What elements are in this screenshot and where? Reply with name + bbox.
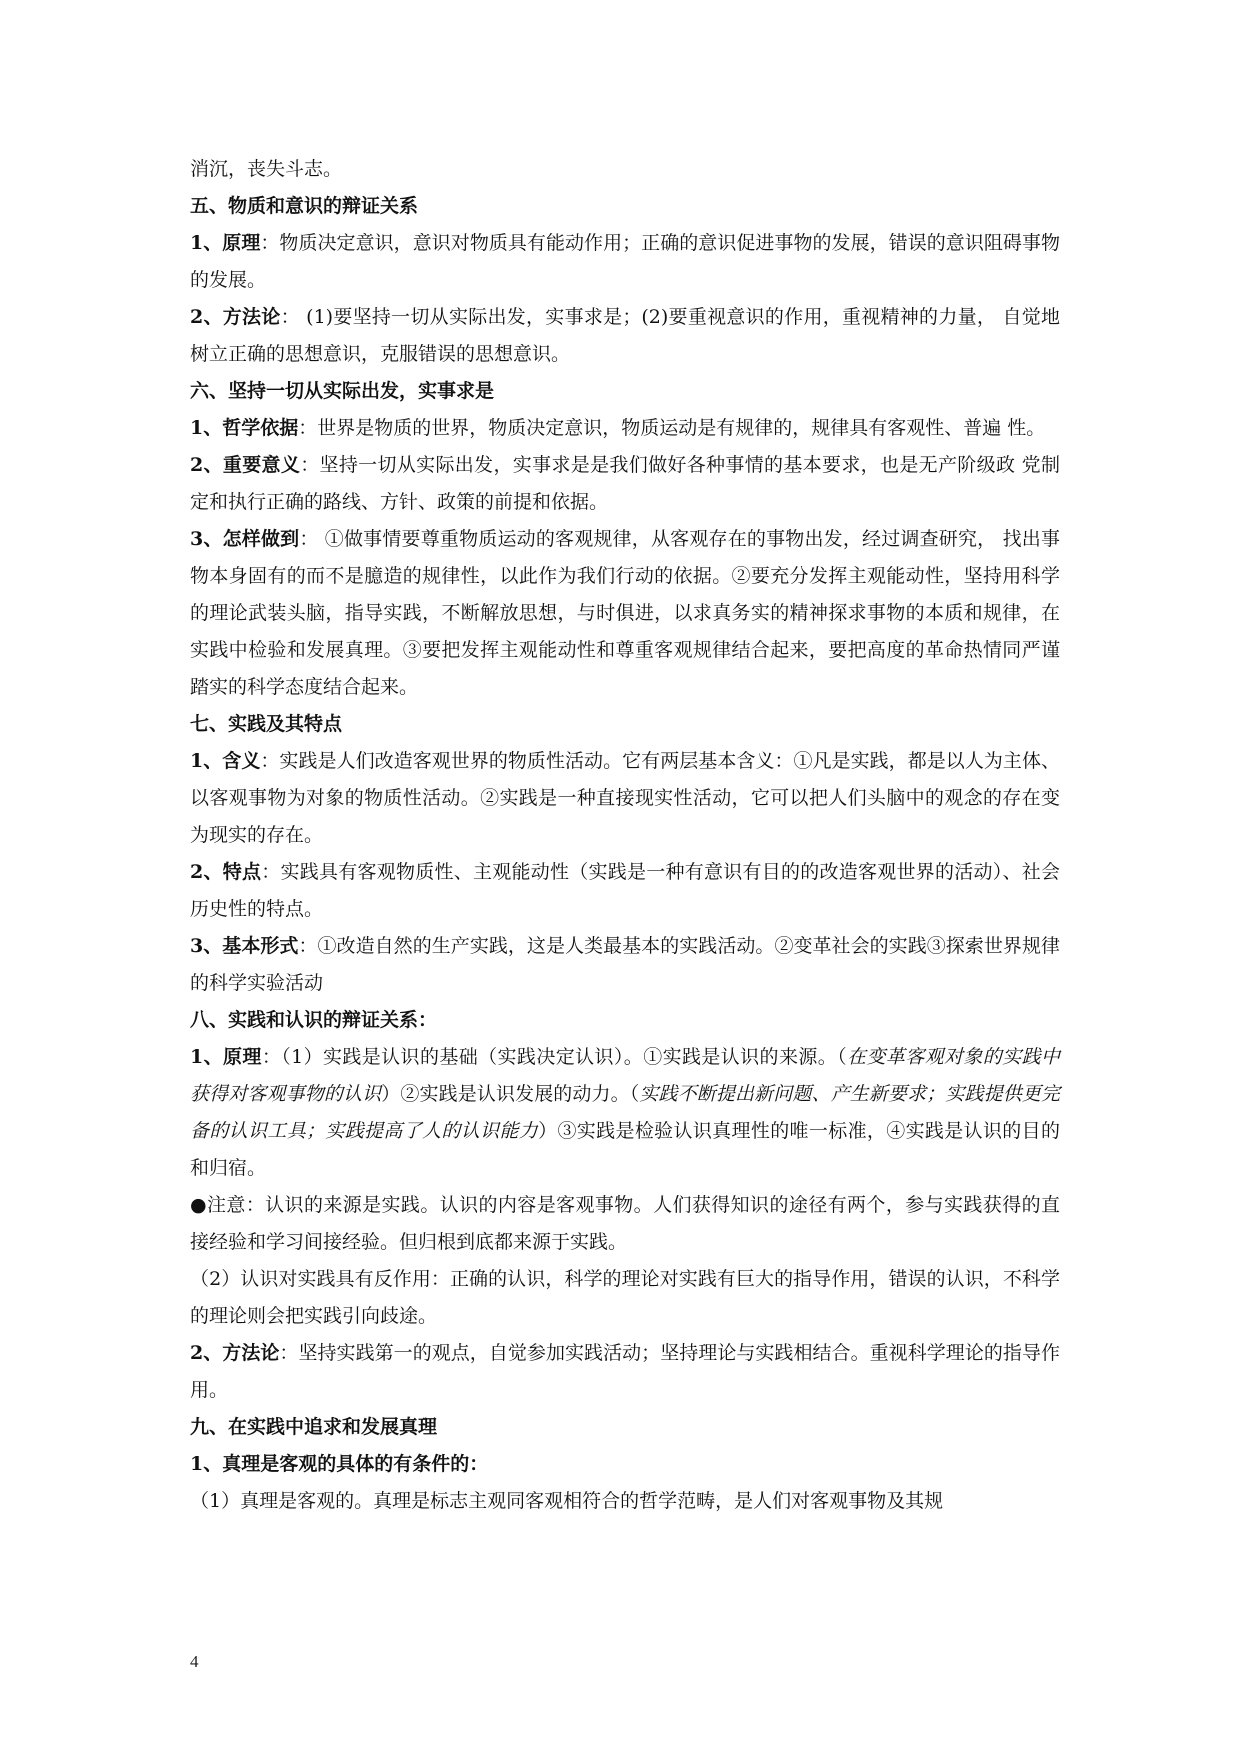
text-7-3: ：①改造自然的生产实践，这是人类最基本的实践活动。②变革社会的实践③探索世界规律的科学实验活动 — [190, 935, 1060, 994]
paragraph-8-2 — [190, 1335, 1060, 1409]
section-heading-5: 五、物质和意识的辩证关系 — [190, 195, 419, 217]
text-7-2: ：实践具有客观物质性、主观能动性（实践是一种有意识有目的的改造客观世界的活动）、社会历史性的特点。 — [190, 861, 1060, 920]
paragraph-continuation: 消沉，丧失斗志。 — [190, 158, 343, 180]
text-8-1-b: ）②实践是认识发展的动力。（ — [381, 1083, 640, 1105]
label-principle: 1、原理 — [190, 232, 261, 254]
page-content — [190, 151, 1060, 1520]
paragraph-8-note: ●注意：认识的来源是实践。认识的内容是客观事物。人们获得知识的途径有两个，参与实践获得的直接经验和学习间接经验。但归根到底都来源于实践。 — [190, 1194, 1060, 1253]
paragraph-8-2-reaction: （2）认识对实践具有反作用：正确的认识，科学的理论对实践有巨大的指导作用，错误的认识，不科学的理论则会把实践引向歧途。 — [190, 1268, 1060, 1327]
label-features: 2、特点 — [190, 861, 262, 883]
text-8-2: ：坚持实践第一的观点，自觉参加实践活动；坚持理论与实践相结合。重视科学理论的指导作用。 — [190, 1342, 1060, 1401]
text-6-1: ：世界是物质的世界，物质决定意识，物质运动是有规律的，规律具有客观性、普遍 性。 — [298, 417, 1046, 439]
paragraph-7-1 — [190, 743, 1060, 854]
text-8-1-c: ）③实践是检验认识真理性的唯一标准，④实践是认识的目的和归宿。 — [190, 1120, 1060, 1179]
label-forms: 3、基本形式 — [190, 935, 299, 957]
text-7-1: ：实践是人们改造客观世界的物质性活动。它有两层基本含义：①凡是实践，都是以人为主体、以客观事物为对象的物质性活动。②实践是一种直接现实性活动，它可以把人们头脑中的观念的存在变为现实的存在。 — [190, 750, 1060, 846]
paragraph-7-3 — [190, 928, 1060, 1002]
text-8-1-a: ：（1）实践是认识的基础（实践决定认识）。①实践是认识的来源。（ — [261, 1046, 848, 1068]
label-meaning: 1、含义 — [190, 750, 261, 772]
page-number: 4 — [190, 1652, 199, 1671]
paragraph-7-2 — [190, 854, 1060, 928]
text-8-1-italic-a: 在变革客观对象的实践中获得对客观事物的认识 — [190, 1046, 1060, 1105]
text-6-2: ：坚持一切从实际出发，实事求是是我们做好各种事情的基本要求，也是无产阶级政 党制定和执行正确的路线、方针、政策的前提和依据。 — [190, 454, 1060, 513]
section-heading-7: 七、实践及其特点 — [190, 713, 343, 735]
paragraph-5-2 — [190, 299, 1060, 373]
paragraph-9-1: （1）真理是客观的。真理是标志主观同客观相符合的哲学范畴，是人们对客观事物及其规 — [190, 1490, 944, 1512]
paragraph-6-3 — [190, 521, 1060, 706]
paragraph-6-2 — [190, 447, 1060, 521]
subheading-9-1: 1、真理是客观的具体的有条件的： — [190, 1453, 489, 1475]
label-basis: 1、哲学依据 — [190, 417, 299, 439]
section-heading-8: 八、实践和认识的辩证关系： — [190, 1009, 438, 1031]
label-how: 3、怎样做到 — [190, 528, 300, 550]
paragraph-5-1 — [190, 225, 1060, 299]
paragraph-8-1 — [190, 1039, 1060, 1187]
text-8-1-italic-b: 实践不断提出新问题、产生新要求；实践提供更完备的认识工具；实践提高了人的认识能力 — [190, 1083, 1060, 1142]
text-6-3: ： ①做事情要尊重物质运动的客观规律，从客观存在的事物出发，经过调查研究， 找出事物本身固有的而不是臆造的规律性，以此作为我们行动的依据。②要充分发挥主观能动性，坚持用科学的理论武装头脑，指导实践，不断解放思想，与时俱进，以求真务实的精神探求事物的本质和规律，在实践中检验和发展真理。③要把发挥主观能动性和尊重客观规律结合起来，要把高度的革命热情同严谨踏实的科学态度结合起来。 — [190, 528, 1060, 698]
label-methodology-8: 2、方法论 — [190, 1342, 280, 1364]
label-principle-8: 1、原理 — [190, 1046, 262, 1068]
paragraph-6-1 — [190, 410, 1060, 447]
label-significance: 2、重要意义 — [190, 454, 301, 476]
label-methodology: 2、方法论 — [190, 306, 281, 328]
text-5-2: ： (1)要坚持一切从实际出发，实事求是；(2)要重视意识的作用，重视精神的力量， 自觉地树立正确的思想意识，克服错误的思想意识。 — [190, 306, 1060, 365]
section-heading-6: 六、坚持一切从实际出发，实事求是 — [190, 380, 495, 402]
text-5-1: ：物质决定意识，意识对物质具有能动作用；正确的意识促进事物的发展，错误的意识阻碍事物的发展。 — [190, 232, 1060, 291]
section-heading-9: 九、在实践中追求和发展真理 — [190, 1416, 438, 1438]
